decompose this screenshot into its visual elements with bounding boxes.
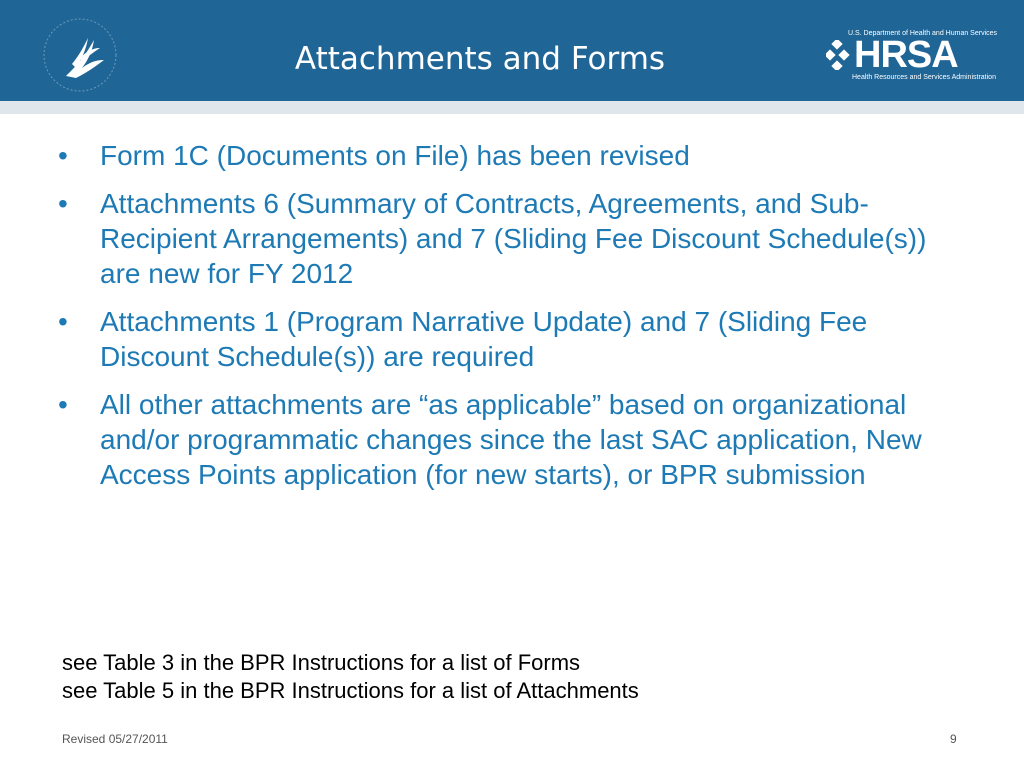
bullet-item <box>58 304 968 374</box>
bullet-item <box>58 387 968 492</box>
bullet-dot: • <box>58 188 68 219</box>
bullet-text: Form 1C (Documents on File) has been revised <box>100 140 690 171</box>
slide-body <box>58 138 968 505</box>
bullet-text: Attachments 1 (Program Narrative Update) and 7 (Sliding Fee Discount Schedule(s)) are required <box>100 306 868 372</box>
bullet-dot: • <box>58 389 68 420</box>
note-forms: see Table 3 in the BPR Instructions for a list of Forms <box>62 650 581 675</box>
reference-notes <box>62 649 962 705</box>
hrsa-wordmark: HRSA <box>854 34 958 76</box>
bullet-item <box>58 186 968 291</box>
bullet-text: All other attachments are “as applicable” based on organizational and/or programmatic changes since the last SAC application, New Access Points application (for new starts), or BPR submission <box>100 389 922 490</box>
bullet-list <box>58 138 968 492</box>
hrsa-logo <box>826 30 998 82</box>
slide-title: Attachments and Forms <box>294 41 666 77</box>
bullet-text: Attachments 6 (Summary of Contracts, Agreements, and Sub-Recipient Arrangements) and 7 (Sliding Fee Discount Schedule(s)) are new for FY 2012 <box>100 188 927 289</box>
page-number: 9 <box>950 732 957 746</box>
hhs-eagle-seal-icon <box>36 14 132 96</box>
note-attachments: see Table 5 in the BPR Instructions for a list of Attachments <box>62 678 639 703</box>
bullet-dot: • <box>58 140 68 171</box>
header-divider <box>0 101 1024 114</box>
hrsa-department-line: U.S. Department of Health and Human Services <box>848 30 998 37</box>
bullet-dot: • <box>58 306 68 337</box>
bullet-item <box>58 138 968 173</box>
hrsa-agency-line: Health Resources and Services Administration <box>852 74 996 81</box>
hrsa-logo-icon <box>826 40 856 70</box>
revision-date: Revised 05/27/2011 <box>62 732 168 746</box>
slide-header <box>0 0 1024 101</box>
